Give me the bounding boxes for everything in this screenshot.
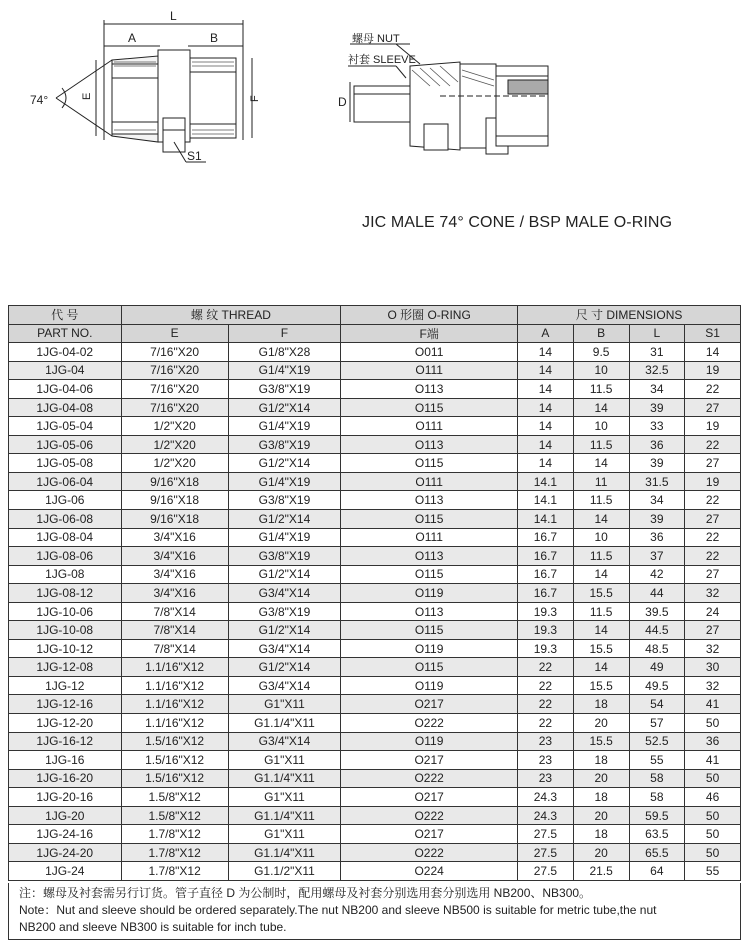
cell-oring: O113 <box>341 491 518 510</box>
cell-oring: O222 <box>341 806 518 825</box>
table-row <box>9 584 741 603</box>
cell-l: 64 <box>629 862 685 881</box>
cell-s1: 27 <box>685 565 741 584</box>
cell-a: 14 <box>518 435 574 454</box>
svg-text:螺母 NUT: 螺母 NUT <box>352 33 400 45</box>
header-row-2 <box>9 324 741 343</box>
cell-b: 14 <box>573 565 629 584</box>
header-thread: 螺 纹 THREAD <box>121 306 341 325</box>
cell-b: 14 <box>573 454 629 473</box>
cell-f: G1/8"X28 <box>228 343 341 362</box>
cell-b: 10 <box>573 417 629 436</box>
cell-s1: 27 <box>685 510 741 529</box>
cell-oring: O217 <box>341 751 518 770</box>
note-english-line2: NB200 and sleeve NB300 is suitable for inch tube. <box>19 920 287 934</box>
svg-text:D: D <box>338 95 347 109</box>
svg-text:衬套 SLEEVE: 衬套 SLEEVE <box>348 54 416 66</box>
cell-a: 22 <box>518 695 574 714</box>
cell-l: 52.5 <box>629 732 685 751</box>
cell-a: 14 <box>518 380 574 399</box>
cell-a: 16.7 <box>518 565 574 584</box>
cell-a: 22 <box>518 658 574 677</box>
cell-a: 14 <box>518 398 574 417</box>
cell-s1: 22 <box>685 528 741 547</box>
cell-oring: O111 <box>341 417 518 436</box>
cell-part: 1JG-08-12 <box>9 584 122 603</box>
cell-b: 15.5 <box>573 584 629 603</box>
cell-f: G1/4"X19 <box>228 472 341 491</box>
header-row-1 <box>9 306 741 325</box>
cell-f: G1.1/2"X11 <box>228 862 341 881</box>
cell-e: 3/4"X16 <box>121 528 228 547</box>
svg-text:S1: S1 <box>187 149 202 163</box>
cell-oring: O113 <box>341 547 518 566</box>
cell-l: 55 <box>629 751 685 770</box>
cell-l: 63.5 <box>629 825 685 844</box>
cell-part: 1JG-10-06 <box>9 602 122 621</box>
cell-part: 1JG-16-20 <box>9 769 122 788</box>
cell-b: 18 <box>573 695 629 714</box>
cell-e: 1.7/8"X12 <box>121 862 228 881</box>
table-row <box>9 769 741 788</box>
table-row <box>9 454 741 473</box>
cell-a: 14 <box>518 454 574 473</box>
cell-e: 7/16"X20 <box>121 380 228 399</box>
cell-l: 32.5 <box>629 361 685 380</box>
svg-text:B: B <box>210 31 219 45</box>
cell-e: 1.5/8"X12 <box>121 806 228 825</box>
cell-part: 1JG-05-04 <box>9 417 122 436</box>
table-row <box>9 547 741 566</box>
cell-e: 9/16"X18 <box>121 491 228 510</box>
cell-b: 11.5 <box>573 602 629 621</box>
cell-e: 7/16"X20 <box>121 343 228 362</box>
cell-s1: 41 <box>685 751 741 770</box>
header-f: F <box>228 324 341 343</box>
cell-oring: O115 <box>341 510 518 529</box>
cell-b: 14 <box>573 510 629 529</box>
cell-s1: 50 <box>685 769 741 788</box>
table-row <box>9 343 741 362</box>
table-row <box>9 825 741 844</box>
cell-e: 3/4"X16 <box>121 565 228 584</box>
cell-oring: O113 <box>341 602 518 621</box>
cell-l: 54 <box>629 695 685 714</box>
cell-part: 1JG-24-20 <box>9 843 122 862</box>
cell-oring: O119 <box>341 584 518 603</box>
cell-l: 34 <box>629 491 685 510</box>
cell-l: 36 <box>629 528 685 547</box>
cell-part: 1JG-10-12 <box>9 639 122 658</box>
cell-part: 1JG-06-04 <box>9 472 122 491</box>
cell-s1: 50 <box>685 825 741 844</box>
header-s1: S1 <box>685 324 741 343</box>
cell-a: 23 <box>518 751 574 770</box>
cell-a: 14 <box>518 417 574 436</box>
cell-b: 11.5 <box>573 435 629 454</box>
cell-b: 21.5 <box>573 862 629 881</box>
cell-s1: 32 <box>685 676 741 695</box>
cell-b: 11.5 <box>573 491 629 510</box>
cell-f: G1"X11 <box>228 788 341 807</box>
cell-f: G3/4"X14 <box>228 676 341 695</box>
cell-e: 1.5/8"X12 <box>121 788 228 807</box>
cell-l: 48.5 <box>629 639 685 658</box>
cell-part: 1JG-04-08 <box>9 398 122 417</box>
note-english-line1: Note：Nut and sleeve should be ordered separately.The nut NB200 and sleeve NB500 is suitable for metric tube,the nut <box>19 903 657 917</box>
cell-part: 1JG-16-12 <box>9 732 122 751</box>
svg-text:A: A <box>128 31 137 45</box>
cell-l: 65.5 <box>629 843 685 862</box>
product-title: JIC MALE 74° CONE / BSP MALE O-RING <box>362 214 673 231</box>
cell-s1: 22 <box>685 547 741 566</box>
cell-f: G1/4"X19 <box>228 528 341 547</box>
fitting-drawing-icon <box>0 0 750 200</box>
cell-f: G3/8"X19 <box>228 547 341 566</box>
table-row <box>9 806 741 825</box>
cell-part: 1JG-10-08 <box>9 621 122 640</box>
cell-l: 42 <box>629 565 685 584</box>
cell-part: 1JG-05-06 <box>9 435 122 454</box>
cell-f: G1/2"X14 <box>228 621 341 640</box>
cell-l: 31.5 <box>629 472 685 491</box>
cell-f: G1/2"X14 <box>228 565 341 584</box>
cell-part: 1JG-12-16 <box>9 695 122 714</box>
table-row <box>9 565 741 584</box>
cell-f: G1/4"X19 <box>228 417 341 436</box>
cell-f: G1.1/4"X11 <box>228 769 341 788</box>
cell-oring: O217 <box>341 825 518 844</box>
cell-oring: O222 <box>341 843 518 862</box>
cell-s1: 32 <box>685 584 741 603</box>
cell-part: 1JG-12-20 <box>9 714 122 733</box>
cell-oring: O115 <box>341 621 518 640</box>
table-row <box>9 788 741 807</box>
cell-oring: O115 <box>341 658 518 677</box>
cell-oring: O115 <box>341 398 518 417</box>
cell-s1: 27 <box>685 621 741 640</box>
cell-s1: 19 <box>685 361 741 380</box>
cell-part: 1JG-04-06 <box>9 380 122 399</box>
cell-a: 24.3 <box>518 806 574 825</box>
cell-s1: 50 <box>685 843 741 862</box>
cell-oring: O115 <box>341 454 518 473</box>
cell-b: 18 <box>573 751 629 770</box>
cell-b: 11 <box>573 472 629 491</box>
cell-l: 44.5 <box>629 621 685 640</box>
cell-l: 34 <box>629 380 685 399</box>
cell-f: G1/2"X14 <box>228 510 341 529</box>
table-row <box>9 658 741 677</box>
cell-l: 31 <box>629 343 685 362</box>
cell-e: 3/4"X16 <box>121 547 228 566</box>
cell-oring: O222 <box>341 714 518 733</box>
cell-part: 1JG-08 <box>9 565 122 584</box>
cell-l: 44 <box>629 584 685 603</box>
cell-a: 16.7 <box>518 547 574 566</box>
cell-b: 10 <box>573 361 629 380</box>
cell-a: 19.3 <box>518 639 574 658</box>
cell-b: 11.5 <box>573 547 629 566</box>
cell-e: 1/2"X20 <box>121 454 228 473</box>
cell-a: 22 <box>518 676 574 695</box>
cell-a: 14 <box>518 343 574 362</box>
cell-b: 14 <box>573 658 629 677</box>
cell-part: 1JG-08-04 <box>9 528 122 547</box>
cell-oring: O113 <box>341 380 518 399</box>
cell-oring: O113 <box>341 435 518 454</box>
cell-b: 14 <box>573 398 629 417</box>
cell-a: 14.1 <box>518 510 574 529</box>
cell-f: G1.1/4"X11 <box>228 714 341 733</box>
cell-e: 1.5/16"X12 <box>121 751 228 770</box>
spec-table-body <box>9 343 741 881</box>
header-a: A <box>518 324 574 343</box>
cell-l: 39 <box>629 510 685 529</box>
table-row <box>9 435 741 454</box>
cell-f: G1/2"X14 <box>228 398 341 417</box>
header-b: B <box>573 324 629 343</box>
cell-l: 49.5 <box>629 676 685 695</box>
cell-part: 1JG-12-08 <box>9 658 122 677</box>
cell-b: 20 <box>573 843 629 862</box>
cell-a: 23 <box>518 732 574 751</box>
header-l: L <box>629 324 685 343</box>
cell-l: 39.5 <box>629 602 685 621</box>
table-row <box>9 695 741 714</box>
cell-s1: 32 <box>685 639 741 658</box>
cell-l: 58 <box>629 769 685 788</box>
cell-e: 7/8"X14 <box>121 621 228 640</box>
cell-a: 14.1 <box>518 472 574 491</box>
cell-f: G1/2"X14 <box>228 454 341 473</box>
cell-b: 9.5 <box>573 343 629 362</box>
cell-f: G3/8"X19 <box>228 491 341 510</box>
cell-part: 1JG-06-08 <box>9 510 122 529</box>
cell-s1: 22 <box>685 380 741 399</box>
cell-a: 16.7 <box>518 584 574 603</box>
cell-b: 15.5 <box>573 639 629 658</box>
header-part-no: PART NO. <box>9 324 122 343</box>
cell-a: 23 <box>518 769 574 788</box>
cell-oring: O217 <box>341 695 518 714</box>
header-e: E <box>121 324 228 343</box>
technical-drawing <box>0 0 750 200</box>
cell-f: G1.1/4"X11 <box>228 843 341 862</box>
cell-s1: 36 <box>685 732 741 751</box>
cell-e: 1/2"X20 <box>121 417 228 436</box>
svg-text:74°: 74° <box>30 93 49 107</box>
cell-a: 24.3 <box>518 788 574 807</box>
header-dimensions: 尺 寸 DIMENSIONS <box>518 306 741 325</box>
cell-part: 1JG-16 <box>9 751 122 770</box>
cell-e: 1.1/16"X12 <box>121 714 228 733</box>
cell-e: 9/16"X18 <box>121 510 228 529</box>
cell-a: 19.3 <box>518 602 574 621</box>
cell-e: 9/16"X18 <box>121 472 228 491</box>
cell-oring: O115 <box>341 565 518 584</box>
cell-e: 1.7/8"X12 <box>121 825 228 844</box>
cell-s1: 27 <box>685 454 741 473</box>
cell-s1: 55 <box>685 862 741 881</box>
cell-l: 39 <box>629 398 685 417</box>
cell-oring: O222 <box>341 769 518 788</box>
cell-f: G3/8"X19 <box>228 435 341 454</box>
table-row <box>9 417 741 436</box>
cell-part: 1JG-04 <box>9 361 122 380</box>
cell-f: G3/8"X19 <box>228 602 341 621</box>
svg-text:E: E <box>81 92 93 100</box>
cell-s1: 14 <box>685 343 741 362</box>
cell-s1: 30 <box>685 658 741 677</box>
header-oring: O 形圈 O-RING <box>341 306 518 325</box>
cell-f: G3/8"X19 <box>228 380 341 399</box>
cell-e: 1.5/16"X12 <box>121 769 228 788</box>
svg-text:F: F <box>249 95 261 102</box>
cell-a: 14.1 <box>518 491 574 510</box>
cell-oring: O011 <box>341 343 518 362</box>
table-row <box>9 528 741 547</box>
cell-oring: O111 <box>341 472 518 491</box>
cell-part: 1JG-05-08 <box>9 454 122 473</box>
cell-f: G1/2"X14 <box>228 658 341 677</box>
cell-e: 7/8"X14 <box>121 602 228 621</box>
table-row <box>9 639 741 658</box>
cell-oring: O119 <box>341 676 518 695</box>
cell-b: 20 <box>573 806 629 825</box>
spec-table <box>8 305 741 881</box>
table-row <box>9 602 741 621</box>
cell-e: 1.7/8"X12 <box>121 843 228 862</box>
cell-e: 7/16"X20 <box>121 361 228 380</box>
cell-part: 1JG-04-02 <box>9 343 122 362</box>
cell-l: 37 <box>629 547 685 566</box>
cell-f: G3/4"X14 <box>228 639 341 658</box>
cell-l: 57 <box>629 714 685 733</box>
cell-b: 15.5 <box>573 676 629 695</box>
cell-e: 7/8"X14 <box>121 639 228 658</box>
cell-l: 39 <box>629 454 685 473</box>
cell-b: 10 <box>573 528 629 547</box>
cell-oring: O119 <box>341 639 518 658</box>
cell-part: 1JG-24 <box>9 862 122 881</box>
cell-l: 58 <box>629 788 685 807</box>
cell-a: 27.5 <box>518 862 574 881</box>
cell-f: G1"X11 <box>228 825 341 844</box>
cell-f: G3/4"X14 <box>228 584 341 603</box>
cell-part: 1JG-20 <box>9 806 122 825</box>
cell-s1: 50 <box>685 806 741 825</box>
svg-text:L: L <box>170 9 177 23</box>
cell-s1: 41 <box>685 695 741 714</box>
table-row <box>9 361 741 380</box>
cell-l: 36 <box>629 435 685 454</box>
cell-a: 19.3 <box>518 621 574 640</box>
cell-b: 14 <box>573 621 629 640</box>
cell-e: 1.5/16"X12 <box>121 732 228 751</box>
cell-oring: O111 <box>341 361 518 380</box>
table-row <box>9 714 741 733</box>
cell-oring: O111 <box>341 528 518 547</box>
note-chinese: 注：螺母及衬套需另行订货。管子直径 D 为公制时，配用螺母及衬套分别选用套分别选用 NB200、NB300。 <box>19 886 592 900</box>
cell-b: 15.5 <box>573 732 629 751</box>
table-row <box>9 491 741 510</box>
cell-oring: O224 <box>341 862 518 881</box>
cell-part: 1JG-24-16 <box>9 825 122 844</box>
cell-f: G1/4"X19 <box>228 361 341 380</box>
table-row <box>9 843 741 862</box>
cell-s1: 50 <box>685 714 741 733</box>
cell-e: 1.1/16"X12 <box>121 676 228 695</box>
table-row <box>9 398 741 417</box>
cell-s1: 19 <box>685 472 741 491</box>
cell-s1: 22 <box>685 491 741 510</box>
cell-l: 49 <box>629 658 685 677</box>
table-row <box>9 676 741 695</box>
cell-b: 20 <box>573 714 629 733</box>
cell-s1: 46 <box>685 788 741 807</box>
cell-s1: 19 <box>685 417 741 436</box>
cell-b: 20 <box>573 769 629 788</box>
cell-f: G3/4"X14 <box>228 732 341 751</box>
cell-b: 18 <box>573 788 629 807</box>
cell-part: 1JG-06 <box>9 491 122 510</box>
table-row <box>9 380 741 399</box>
cell-s1: 22 <box>685 435 741 454</box>
table-row <box>9 732 741 751</box>
cell-part: 1JG-20-16 <box>9 788 122 807</box>
cell-e: 1.1/16"X12 <box>121 658 228 677</box>
cell-l: 33 <box>629 417 685 436</box>
cell-b: 18 <box>573 825 629 844</box>
cell-e: 3/4"X16 <box>121 584 228 603</box>
table-row <box>9 751 741 770</box>
table-row <box>9 472 741 491</box>
cell-oring: O119 <box>341 732 518 751</box>
cell-a: 14 <box>518 361 574 380</box>
table-row <box>9 510 741 529</box>
cell-part: 1JG-08-06 <box>9 547 122 566</box>
cell-e: 1/2"X20 <box>121 435 228 454</box>
cell-a: 16.7 <box>518 528 574 547</box>
cell-part: 1JG-12 <box>9 676 122 695</box>
header-oring-f: F端 <box>341 324 518 343</box>
note-box <box>8 883 741 940</box>
table-row <box>9 621 741 640</box>
cell-b: 11.5 <box>573 380 629 399</box>
cell-l: 59.5 <box>629 806 685 825</box>
cell-a: 27.5 <box>518 825 574 844</box>
cell-a: 22 <box>518 714 574 733</box>
cell-a: 27.5 <box>518 843 574 862</box>
cell-e: 7/16"X20 <box>121 398 228 417</box>
table-row <box>9 862 741 881</box>
header-part: 代 号 <box>9 306 122 325</box>
cell-f: G1"X11 <box>228 695 341 714</box>
cell-s1: 24 <box>685 602 741 621</box>
cell-f: G1.1/4"X11 <box>228 806 341 825</box>
cell-s1: 27 <box>685 398 741 417</box>
cell-f: G1"X11 <box>228 751 341 770</box>
cell-oring: O217 <box>341 788 518 807</box>
cell-e: 1.1/16"X12 <box>121 695 228 714</box>
